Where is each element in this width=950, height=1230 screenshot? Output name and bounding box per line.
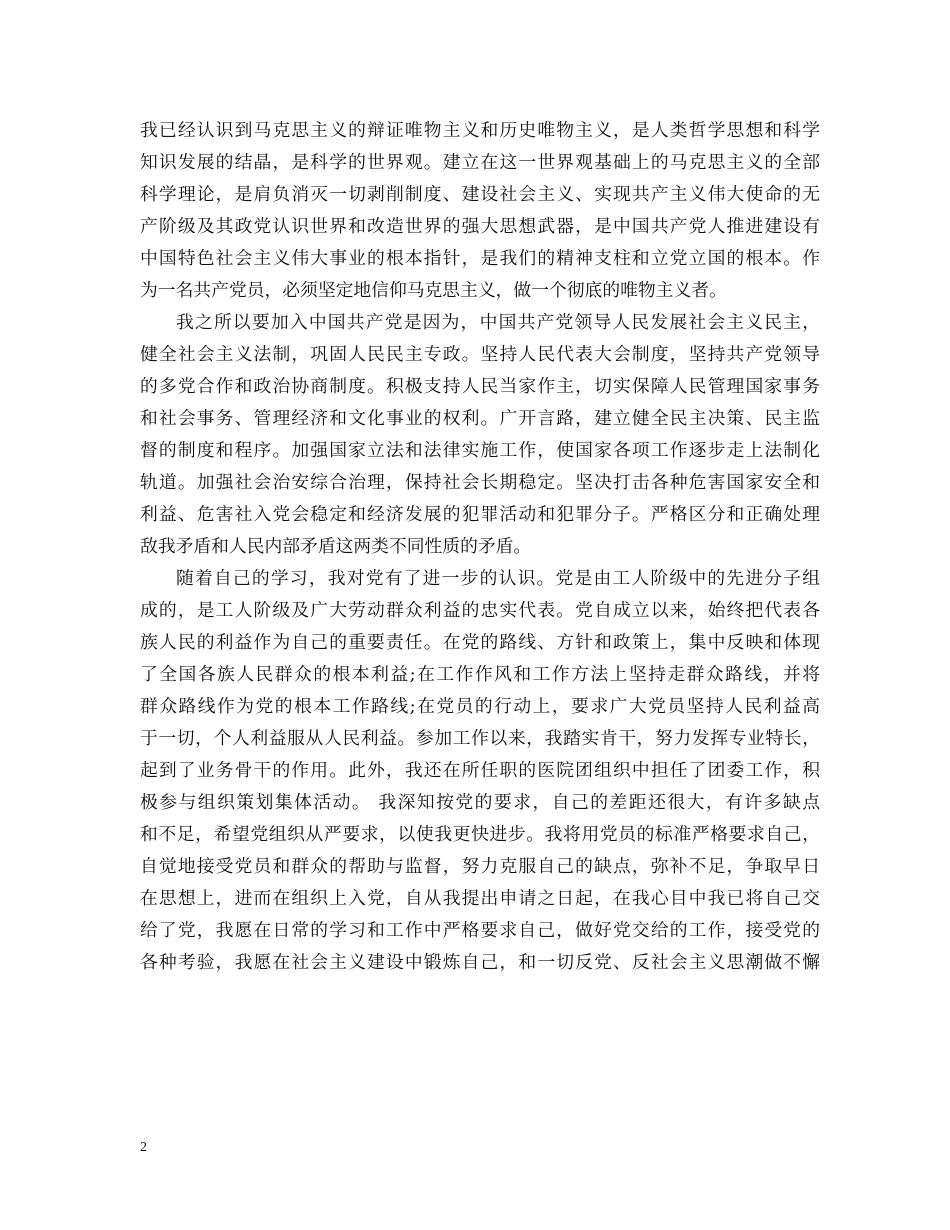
text-line: 和社会事务、管理经济和文化事业的权利。广开言路，建立健全民主决策、民主监 bbox=[140, 408, 820, 429]
text-line: 成的，是工人阶级及广大劳动群众利益的忠实代表。党自成立以来，始终把代表各 bbox=[140, 600, 820, 621]
text-line: 中国特色社会主义伟大事业的根本指针，是我们的精神支柱和立党立国的根本。作 bbox=[140, 248, 820, 269]
document-body bbox=[140, 115, 820, 979]
text-line: 极参与组织策划集体活动。 我深知按党的要求，自己的差距还很大，有许多缺点 bbox=[140, 792, 820, 813]
text-line: 知识发展的结晶，是科学的世界观。建立在这一世界观基础上的马克思主义的全部 bbox=[140, 152, 820, 173]
text-line: 敌我矛盾和人民内部矛盾这两类不同性质的矛盾。 bbox=[140, 536, 532, 557]
text-line: 给了党，我愿在日常的学习和工作中严格要求自己，做好党交给的工作，接受党的 bbox=[140, 920, 820, 941]
text-line: 利益、危害社入党会稳定和经济发展的犯罪活动和犯罪分子。严格区分和正确处理 bbox=[140, 504, 820, 525]
text-line: 产阶级及其政党认识世界和改造世界的强大思想武器，是中国共产党人推进建设有 bbox=[140, 216, 820, 237]
text-line: 于一切，个人利益服从人民利益。参加工作以来，我踏实肯干，努力发挥专业特长， bbox=[140, 728, 820, 749]
text-line: 我已经认识到马克思主义的辩证唯物主义和历史唯物主义，是人类哲学思想和科学 bbox=[140, 120, 820, 141]
text-line: 为一名共产党员，必须坚定地信仰马克思主义，做一个彻底的唯物主义者。 bbox=[140, 280, 727, 301]
text-line: 起到了业务骨干的作用。此外，我还在所任职的医院团组织中担任了团委工作，积 bbox=[140, 760, 820, 781]
page-number: 2 bbox=[140, 1140, 147, 1155]
text-line: 族人民的利益作为自己的重要责任。在党的路线、方针和政策上，集中反映和体现 bbox=[140, 632, 820, 653]
text-line: 群众路线作为党的根本工作路线;在党员的行动上，要求广大党员坚持人民利益高 bbox=[140, 696, 820, 717]
text-line: 健全社会主义法制，巩固人民民主专政。坚持人民代表大会制度，坚持共产党领导 bbox=[140, 344, 820, 365]
text-line: 轨道。加强社会治安综合治理，保持社会长期稳定。坚决打击各种危害国家安全和 bbox=[140, 472, 820, 493]
paragraph-first-line: 随着自己的学习，我对党有了进一步的认识。党是由工人阶级中的先进分子组 bbox=[176, 568, 820, 589]
text-line: 各种考验，我愿在社会主义建设中锻炼自己，和一切反党、反社会主义思潮做不懈 bbox=[140, 952, 820, 973]
text-line: 了全国各族人民群众的根本利益;在工作作风和工作方法上坚持走群众路线，并将 bbox=[140, 664, 820, 685]
text-line: 和不足，希望党组织从严要求，以使我更快进步。我将用党员的标准严格要求自己， bbox=[140, 824, 820, 845]
text-line: 科学理论，是肩负消灭一切剥削制度、建设社会主义、实现共产主义伟大使命的无 bbox=[140, 184, 820, 205]
text-line: 的多党合作和政治协商制度。积极支持人民当家作主，切实保障人民管理国家事务 bbox=[140, 376, 820, 397]
paragraph-first-line: 我之所以要加入中国共产党是因为，中国共产党领导人民发展社会主义民主， bbox=[176, 312, 820, 333]
text-line: 自觉地接受党员和群众的帮助与监督，努力克服自己的缺点，弥补不足，争取早日 bbox=[140, 856, 820, 877]
text-line: 在思想上，进而在组织上入党，自从我提出申请之日起，在我心目中我已将自己交 bbox=[140, 888, 820, 909]
text-line: 督的制度和程序。加强国家立法和法律实施工作，使国家各项工作逐步走上法制化 bbox=[140, 440, 820, 461]
